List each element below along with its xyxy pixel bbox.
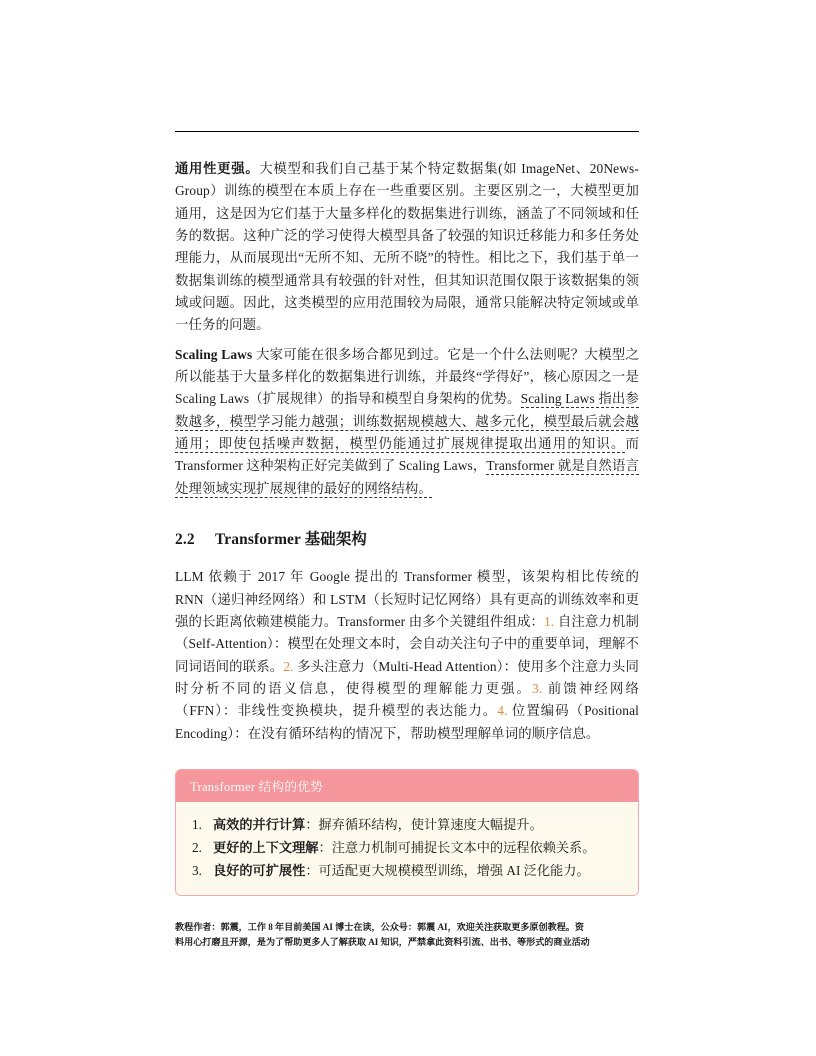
footer-line-2: 料用心打磨且开源，是为了帮助更多人了解获取 AI 知识，严禁拿此资料引流、出书、等形式的商业活动 bbox=[175, 936, 590, 947]
advantages-callout bbox=[175, 769, 639, 896]
callout-title: Transformer 结构的优势 bbox=[176, 770, 638, 802]
page-content bbox=[175, 131, 639, 896]
component-marker-2: 2. bbox=[283, 658, 294, 674]
paragraph-scaling-laws bbox=[175, 344, 639, 500]
advantage-title-1: 高效的并行计算 bbox=[213, 816, 306, 832]
advantage-content-2 bbox=[213, 836, 595, 859]
scaling-laws-underlined-b: Transformer 就是自然语言处理领域实现扩展规律的最好的网络结构。 bbox=[175, 458, 639, 496]
component-text-3: 前馈神经网络（FFN）：非线性变换模块，提升模型的表达能力。 bbox=[175, 680, 639, 719]
advantage-title-2: 更好的上下文理解 bbox=[213, 839, 319, 855]
footer-line-1: 教程作者：郭震，工作 8 年目前美国 AI 博士在读，公众号：郭震 AI，欢迎关注获取更多原创教程。资 bbox=[175, 922, 584, 932]
advantage-sep-1: ： bbox=[305, 816, 319, 832]
component-text-1: 自注意力机制（Self-Attention）：模型在处理文本时，会自动关注句子中的重要单词，理解不同词语间的联系。 bbox=[175, 613, 639, 674]
section-title: Transformer 基础架构 bbox=[215, 531, 367, 549]
scaling-laws-underlined-a: Scaling Laws 指出参数越多，模型学习能力越强；训练数据规模越大、越多元化，模型最后就会越通用；即使包括噪声数据，模型仍能通过扩展规律提取出通用的知识。 bbox=[175, 391, 639, 452]
scaling-laws-lead-in: Scaling Laws bbox=[175, 346, 253, 362]
scaling-laws-text-b: 而 Transformer 这种架构正好完美做到了 Scaling Laws， bbox=[175, 436, 639, 474]
advantage-index-1: 1. bbox=[192, 816, 202, 832]
paragraph-generality bbox=[175, 158, 639, 337]
advantage-index-2: 2. bbox=[192, 839, 202, 855]
advantage-title-3: 良好的可扩展性 bbox=[213, 862, 306, 878]
advantage-sep-3: ： bbox=[305, 862, 319, 878]
paragraph-transformer-components bbox=[175, 566, 639, 745]
page-footer bbox=[175, 920, 641, 949]
advantage-sep-2: ： bbox=[318, 839, 332, 855]
advantage-desc-1: 摒弃循环结构，使计算速度大幅提升。 bbox=[318, 816, 543, 832]
advantage-desc-2: 注意力机制可捕捉长文本中的远程依赖关系。 bbox=[331, 839, 596, 855]
transformer-intro-text: LLM 依赖于 2017 年 Google 提出的 Transformer 模型，该架构相比传统的 RNN（递归神经网络）和 LSTM（长短时记忆网络）具有更高的训练效率和更强的长距离依赖建模能力。Transformer 由多个关键组件组成： bbox=[175, 569, 639, 629]
list-item bbox=[192, 859, 622, 882]
paragraph-lead-in: 通用性更强。 bbox=[175, 161, 260, 176]
advantages-list bbox=[192, 813, 622, 882]
paragraph-generality-text: 大模型和我们自己基于某个特定数据集(如 ImageNet、20News-Group）训练的模型在本质上存在一些重要区别。主要区别之一，大模型更加通用，这是因为它们基于大量多样化的数据集进行训练，涵盖了不同领域和任务的数据。这种广泛的学习使得大模型具备了较强的知识迁移能力和多任务处理能力，从而展现出“无所不知、无所不晓”的特性。相比之下，我们基于单一数据集训练的模型通常具有较强的针对性，但其知识范围仅限于该数据集的领域或问题。因此，这类模型的应用范围较为局限，通常只能解决特定领域或单一任务的问题。 bbox=[175, 161, 639, 333]
section-number: 2.2 bbox=[175, 531, 195, 549]
advantage-content-3 bbox=[213, 859, 590, 882]
scaling-laws-text-a: 大家可能在很多场合都见到过。它是一个什么法则呢？大模型之所以能基于大量多样化的数据集进行训练，并最终“学得好”，核心原因之一是 Scaling Laws（扩展规律）的指导和模型自身架构的优势。 bbox=[175, 346, 639, 407]
component-text-2: 多头注意力（Multi-Head Attention）：使用多个注意力头同时分析不同的语义信息，使得模型的理解能力更强。 bbox=[175, 658, 639, 696]
component-marker-4: 4. bbox=[497, 703, 508, 719]
advantage-desc-3: 可适配更大规模模型训练，增强 AI 泛化能力。 bbox=[318, 862, 590, 878]
callout-body bbox=[176, 802, 638, 895]
component-marker-3: 3. bbox=[532, 680, 543, 696]
list-item bbox=[192, 813, 622, 836]
list-item bbox=[192, 836, 622, 859]
component-text-4: 位置编码（Positional Encoding）：在没有循环结构的情况下，帮助模型理解单词的顺序信息。 bbox=[175, 703, 639, 741]
component-marker-1: 1. bbox=[544, 613, 555, 629]
section-heading bbox=[175, 527, 639, 549]
header-rule bbox=[175, 131, 639, 132]
advantage-content-1 bbox=[213, 813, 543, 836]
advantage-index-3: 3. bbox=[192, 862, 202, 878]
